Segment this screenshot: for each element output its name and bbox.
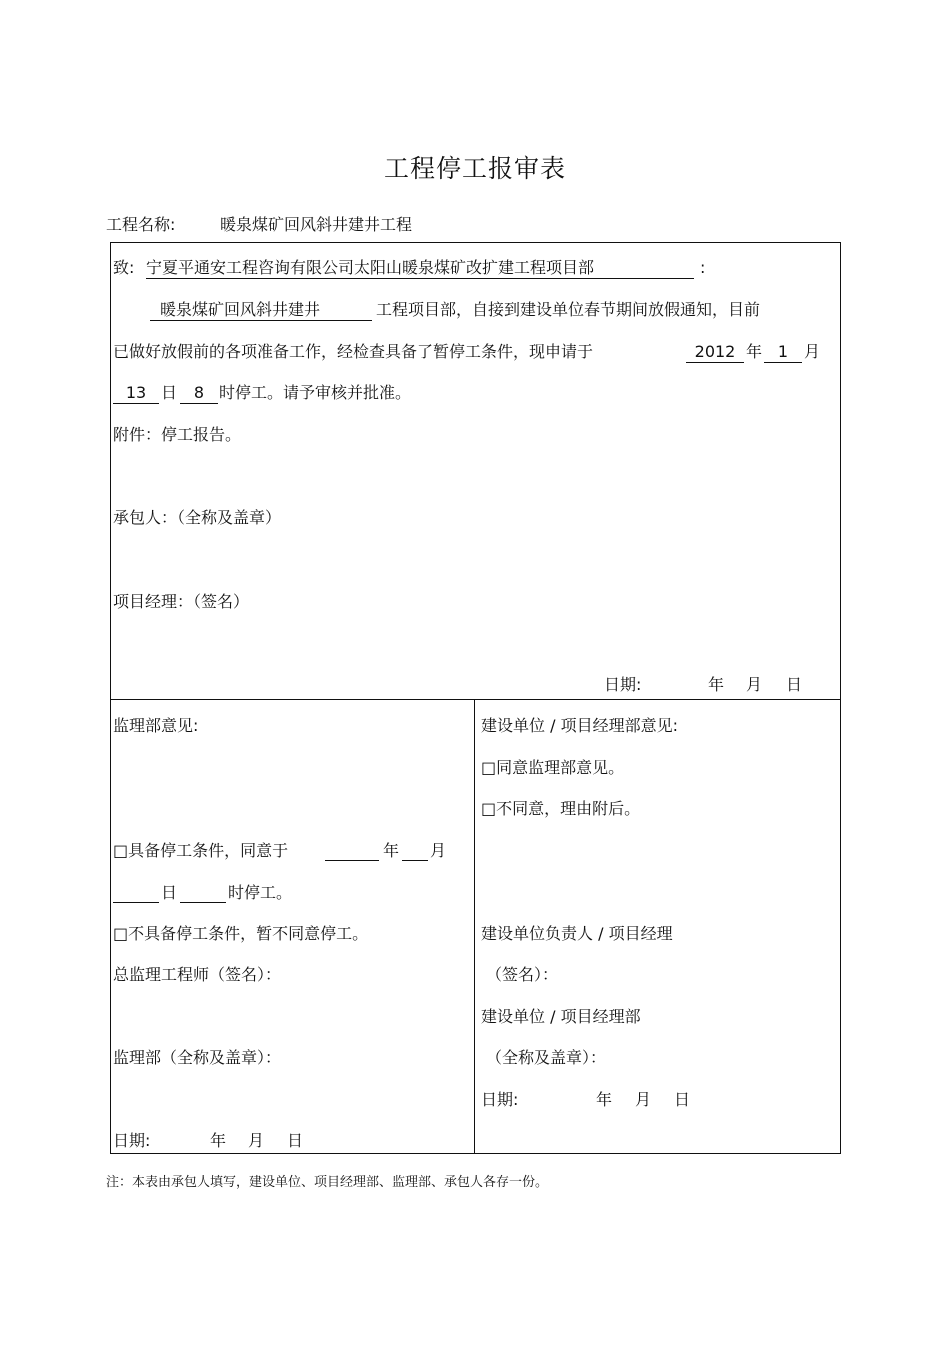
option-approve-text[interactable]: □具备停工条件，同意于 bbox=[113, 841, 289, 860]
day-field[interactable]: 13 bbox=[113, 385, 159, 404]
left-date-day: 日 bbox=[287, 1131, 304, 1150]
approve-year-unit: 年 bbox=[383, 841, 400, 860]
request-line-2: 已做好放假前的各项准备工作，经检查具备了暂停工条件，现申请于 bbox=[113, 342, 594, 361]
chief-engineer-label: 总监理工程师（签名）： bbox=[113, 965, 282, 984]
page-title: 工程停工报审表 bbox=[383, 154, 566, 183]
project-name: 暖泉煤矿回风斜井建井工程 bbox=[220, 215, 413, 234]
project-fill[interactable] bbox=[150, 302, 372, 321]
approve-month-unit: 月 bbox=[430, 841, 447, 860]
to-colon: : bbox=[700, 258, 706, 277]
right-date-year: 年 bbox=[596, 1090, 613, 1109]
month-field[interactable]: 1 bbox=[764, 344, 802, 363]
left-date-label: 日期: bbox=[113, 1131, 151, 1150]
to-organization-text: 宁夏平通安工程咨询有限公司太阳山暖泉煤矿改扩建工程项目部 bbox=[146, 258, 595, 277]
top-date-year: 年 bbox=[708, 675, 725, 694]
project-manager-label: 项目经理：（签名） bbox=[113, 592, 250, 611]
right-date-day: 日 bbox=[674, 1090, 691, 1109]
footnote: 注：本表由承包人填写，建设单位、项目经理部、监理部、承包人各存一份。 bbox=[106, 1175, 549, 1190]
left-date-year: 年 bbox=[210, 1131, 227, 1150]
option-disagree[interactable]: □不同意，理由附后。 bbox=[481, 799, 641, 818]
left-date-month: 月 bbox=[248, 1131, 265, 1150]
approve-hour-field[interactable] bbox=[180, 885, 226, 903]
right-date-month: 月 bbox=[635, 1090, 652, 1109]
attachment-note: 附件：停工报告。 bbox=[113, 425, 242, 444]
owner-sign-label: （签名）： bbox=[486, 965, 559, 984]
request-line-3: 时停工。请予审核并批准。 bbox=[219, 383, 412, 402]
approve-day-unit: 日 bbox=[161, 883, 178, 902]
month-unit: 月 bbox=[804, 342, 821, 361]
owner-seal-label: （全称及盖章）： bbox=[486, 1048, 607, 1067]
top-date-month: 月 bbox=[746, 675, 763, 694]
owner-opinion-title: 建设单位 / 项目经理部意见: bbox=[481, 716, 678, 735]
to-organization[interactable] bbox=[146, 260, 694, 279]
day-unit: 日 bbox=[161, 383, 178, 402]
supervision-opinion-title: 监理部意见: bbox=[113, 716, 199, 735]
year-unit: 年 bbox=[746, 342, 763, 361]
option-reject-text[interactable]: □不具备停工条件，暂不同意停工。 bbox=[113, 924, 369, 943]
approve-year-field[interactable] bbox=[325, 843, 379, 861]
project-fill-text: 暖泉煤矿回风斜井建井 bbox=[160, 300, 321, 319]
to-prefix: 致: bbox=[113, 258, 135, 277]
owner-person-label: 建设单位负责人 / 项目经理 bbox=[481, 924, 673, 943]
supervision-dept-label: 监理部（全称及盖章）： bbox=[113, 1048, 282, 1067]
request-line-1: 工程项目部，自接到建设单位春节期间放假通知，目前 bbox=[376, 300, 761, 319]
right-date-label: 日期: bbox=[481, 1090, 519, 1109]
approve-month-field[interactable] bbox=[402, 843, 428, 861]
hour-field[interactable]: 8 bbox=[180, 385, 218, 404]
option-agree[interactable]: □同意监理部意见。 bbox=[481, 758, 625, 777]
owner-unit-label: 建设单位 / 项目经理部 bbox=[481, 1007, 641, 1026]
year-field[interactable]: 2012 bbox=[686, 344, 744, 363]
approve-day-field[interactable] bbox=[113, 885, 159, 903]
approve-hour-rest: 时停工。 bbox=[228, 883, 293, 902]
top-date-day: 日 bbox=[786, 675, 803, 694]
contractor-label: 承包人：（全称及盖章） bbox=[113, 508, 282, 527]
project-label: 工程名称: bbox=[106, 215, 176, 234]
top-date-label: 日期: bbox=[604, 675, 642, 694]
